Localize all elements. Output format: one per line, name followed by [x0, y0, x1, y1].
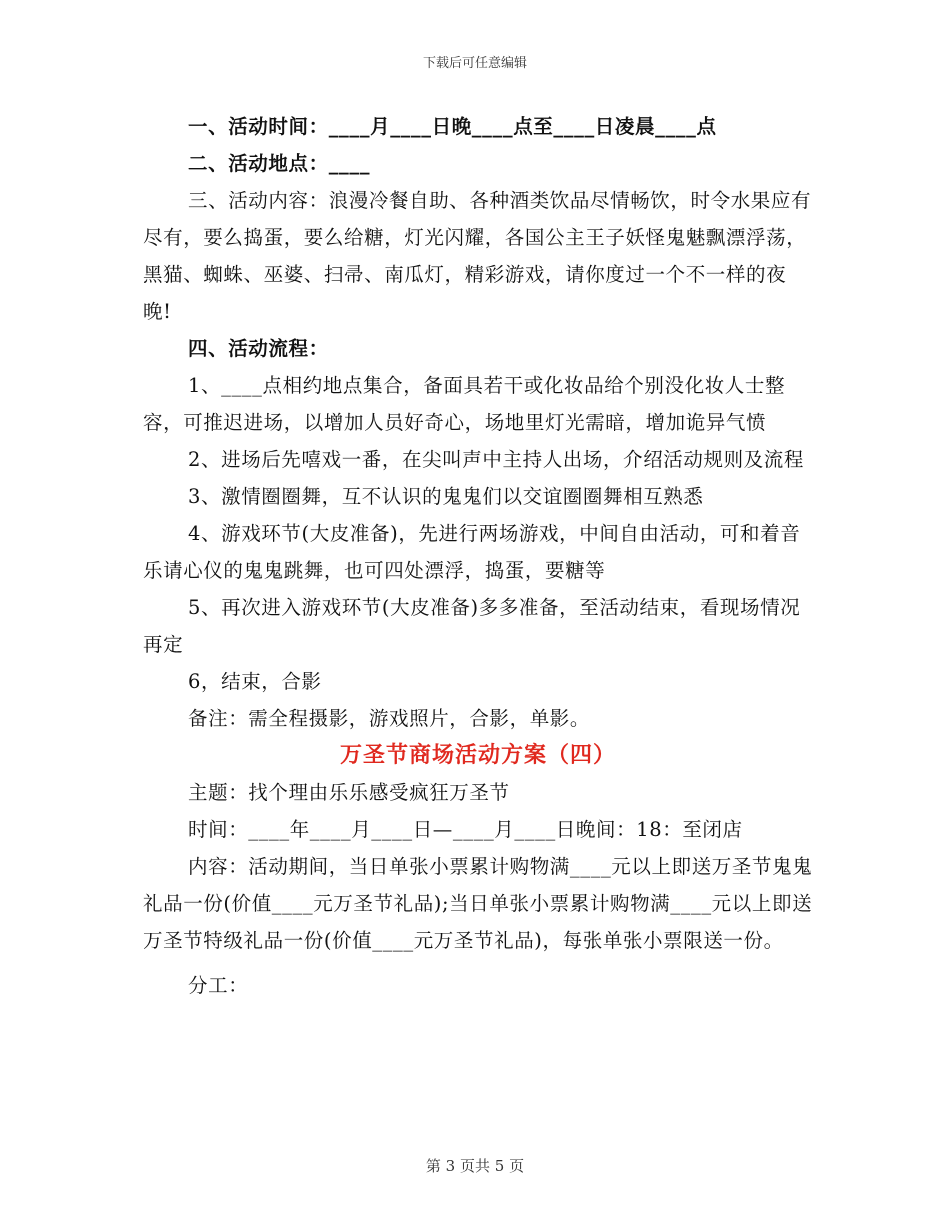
- header-note: 下载后可任意编辑: [422, 56, 527, 71]
- theme: 主题：找个理由乐乐感受疯狂万圣节: [188, 781, 510, 804]
- page-number: 第 3 页共 5 页: [425, 1157, 525, 1175]
- mall-activity-content: 内容：活动期间，当日单张小票累计购物满____元以上即送万圣节鬼鬼礼品一份(价值____元万圣节礼品);当日单张小票累计购物满____元以上即送万圣节特级礼品一份(价值____元万圣节礼品)，每张单张小票限送一份。: [143, 855, 813, 952]
- flow-step-6: 6，结束，合影: [188, 670, 322, 693]
- remark: 备注：需全程摄影，游戏照片，合影，单影。: [188, 707, 591, 730]
- document-body: [143, 108, 813, 1004]
- division: 分工：: [188, 974, 249, 997]
- flow-step-4: 4、游戏环节(大皮准备)，先进行两场游戏，中间自由活动，可和着音乐请心仪的鬼鬼跳舞，也可四处漂浮，捣蛋，要糖等: [143, 522, 801, 582]
- activity-flow-heading: 四、活动流程：: [188, 337, 329, 360]
- activity-content: 三、活动内容：浪漫冷餐自助、各种酒类饮品尽情畅饮，时令水果应有尽有，要么捣蛋，要么给糖，灯光闪耀，各国公主王子妖怪鬼魅飘漂浮荡，黑猫、蜘蛛、巫婆、扫帚、南瓜灯，精彩游戏，请你度过一个不一样的夜晚!: [143, 189, 812, 323]
- activity-place: 二、活动地点：____: [188, 152, 371, 175]
- flow-step-3: 3、激情圈圈舞，互不认识的鬼鬼们以交谊圈圈舞相互熟悉: [188, 485, 704, 508]
- flow-step-5: 5、再次进入游戏环节(大皮准备)多多准备，至活动结束，看现场情况再定: [143, 596, 801, 656]
- flow-step-1: 1、____点相约地点集合，备面具若干或化妆品给个别没化妆人士整容，可推迟进场，以增加人员好奇心，场地里灯光需暗，增加诡异气愤: [143, 374, 786, 434]
- activity-time: 一、活动时间：____月____日晚____点至____日凌晨____点: [188, 115, 717, 138]
- flow-step-2: 2、进场后先嘻戏一番，在尖叫声中主持人出场，介绍活动规则及流程: [188, 448, 805, 471]
- section-title: 万圣节商场活动方案（四）: [339, 742, 616, 768]
- mall-activity-time: 时间：____年____月____日—____月____日晚间：18：至闭店: [188, 818, 743, 841]
